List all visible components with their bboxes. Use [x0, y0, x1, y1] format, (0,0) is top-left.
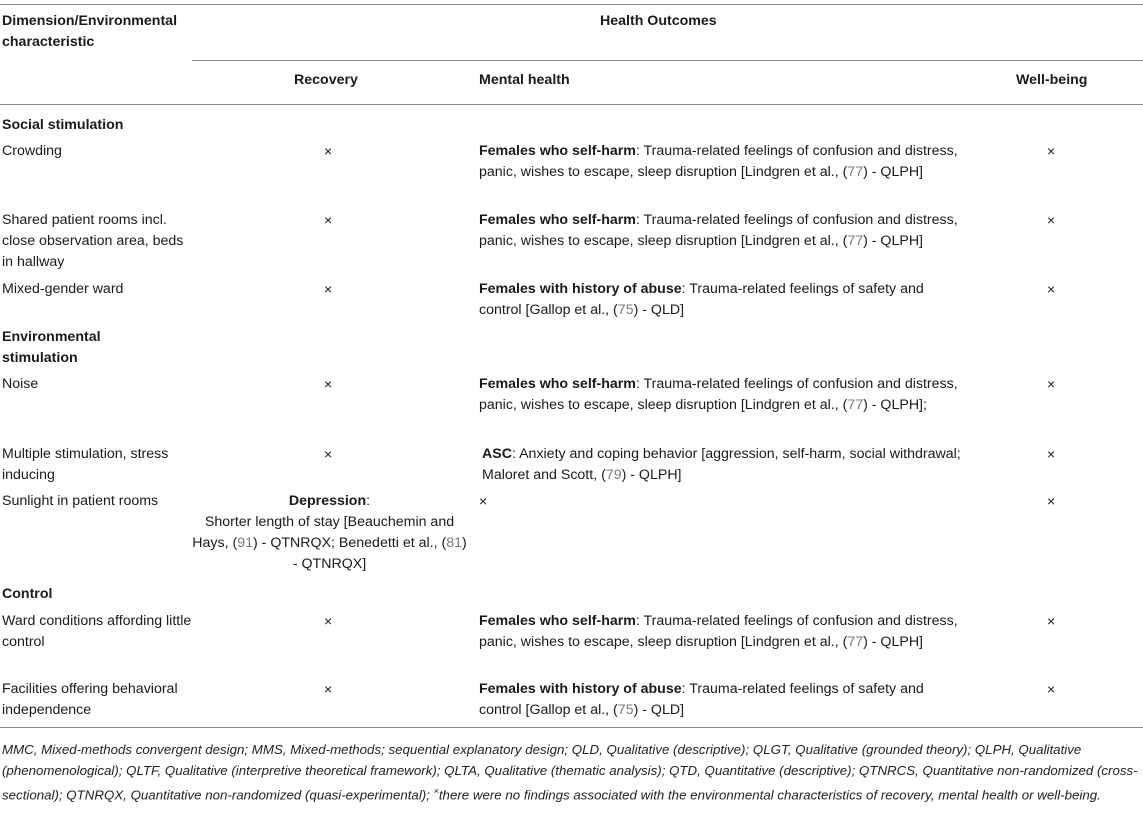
mental-health-header: Mental health [479, 72, 570, 88]
health-outcomes-header: Health Outcomes [600, 13, 717, 29]
bottom-rule [0, 727, 1143, 728]
well-being-cell: × [1047, 493, 1056, 509]
row-dimension: Sunlight in patient rooms [2, 493, 159, 509]
section-title: Environmental stimulation [2, 329, 101, 366]
well-being-cell: × [1047, 376, 1056, 392]
header-bottom-rule [0, 104, 1143, 105]
recovery-cell: × [324, 143, 333, 159]
mental-health-cell: ASC: Anxiety and coping behavior [aggression, self-harm, social withdrawal; Maloret and Scott, (79) - QLPH] [482, 446, 961, 483]
mental-health-cell: Females with history of abuse: Trauma-related feelings of safety and control [Gallop et al., (75) - QLD] [479, 281, 924, 318]
row-dimension: Ward conditions affording little control [2, 613, 192, 650]
recovery-cell: × [324, 212, 333, 228]
row-dimension: Crowding [2, 143, 62, 159]
dimension-header: Dimension/Environmental characteristic [2, 13, 178, 50]
table-footnote: MMC, Mixed-methods convergent design; MMS, Mixed-methods; sequential explanatory design; QLD, Qualitative (descriptive); QLGT, Qualitative (grounded theory); QLPH, Qualitative (phenomenological); QLTF, Qualitative (interpretive theoretical framework); QLTA, Qualitative (thematic analysis); QTD, Quantitative (descriptive); QTNRCS, Quantitative non-randomized (cross-sectional); QTNRQX, Quantitative non-randomized (quasi-experimental); ×there were no findings associated with the environmental characteristics of recovery, mental health or well-being. [2, 742, 1138, 803]
mental-health-cell: Females with history of abuse: Trauma-related feelings of safety and control [Gallop et al., (75) - QLD] [479, 681, 924, 718]
recovery-cell: × [324, 446, 333, 462]
recovery-cell: × [324, 376, 333, 392]
section-title: Control [2, 586, 53, 602]
section-title: Social stimulation [2, 117, 124, 133]
well-being-cell: × [1047, 446, 1056, 462]
recovery-cell: × [324, 613, 333, 629]
well-being-cell: × [1047, 281, 1056, 297]
mental-health-cell: Females who self-harm: Trauma-related feelings of confusion and distress, panic, wishes to escape, sleep disruption [Lindgren et al., (77) - QLPH]; [479, 376, 958, 413]
row-dimension: Shared patient rooms incl. close observation area, beds in hallway [2, 212, 184, 270]
well-being-cell: × [1047, 681, 1056, 697]
mental-health-cell: × [479, 493, 488, 509]
row-dimension: Facilities offering behavioral independence [2, 681, 178, 718]
well-being-cell: × [1047, 143, 1056, 159]
mental-health-cell: Females who self-harm: Trauma-related feelings of confusion and distress, panic, wishes to escape, sleep disruption [Lindgren et al., (77) - QLPH] [479, 613, 958, 650]
recovery-header: Recovery [294, 72, 358, 88]
well-being-header: Well-being [1016, 72, 1088, 88]
header-subrule [192, 60, 1143, 61]
mental-health-cell: Females who self-harm: Trauma-related feelings of confusion and distress, panic, wishes to escape, sleep disruption [Lindgren et al., (77) - QLPH] [479, 143, 958, 180]
recovery-cell: Depression: Shorter length of stay [Beauchemin and Hays, (91) - QTNRQX; Benedetti et al., (81) - QTNRQX] [192, 493, 467, 572]
well-being-cell: × [1047, 613, 1056, 629]
row-dimension: Multiple stimulation, stress inducing [2, 446, 169, 483]
recovery-cell: × [324, 281, 333, 297]
row-dimension: Noise [2, 376, 39, 392]
recovery-cell: × [324, 681, 333, 697]
mental-health-cell: Females who self-harm: Trauma-related feelings of confusion and distress, panic, wishes to escape, sleep disruption [Lindgren et al., (77) - QLPH] [479, 212, 958, 249]
well-being-cell: × [1047, 212, 1056, 228]
top-rule [0, 4, 1143, 5]
row-dimension: Mixed-gender ward [2, 281, 124, 297]
